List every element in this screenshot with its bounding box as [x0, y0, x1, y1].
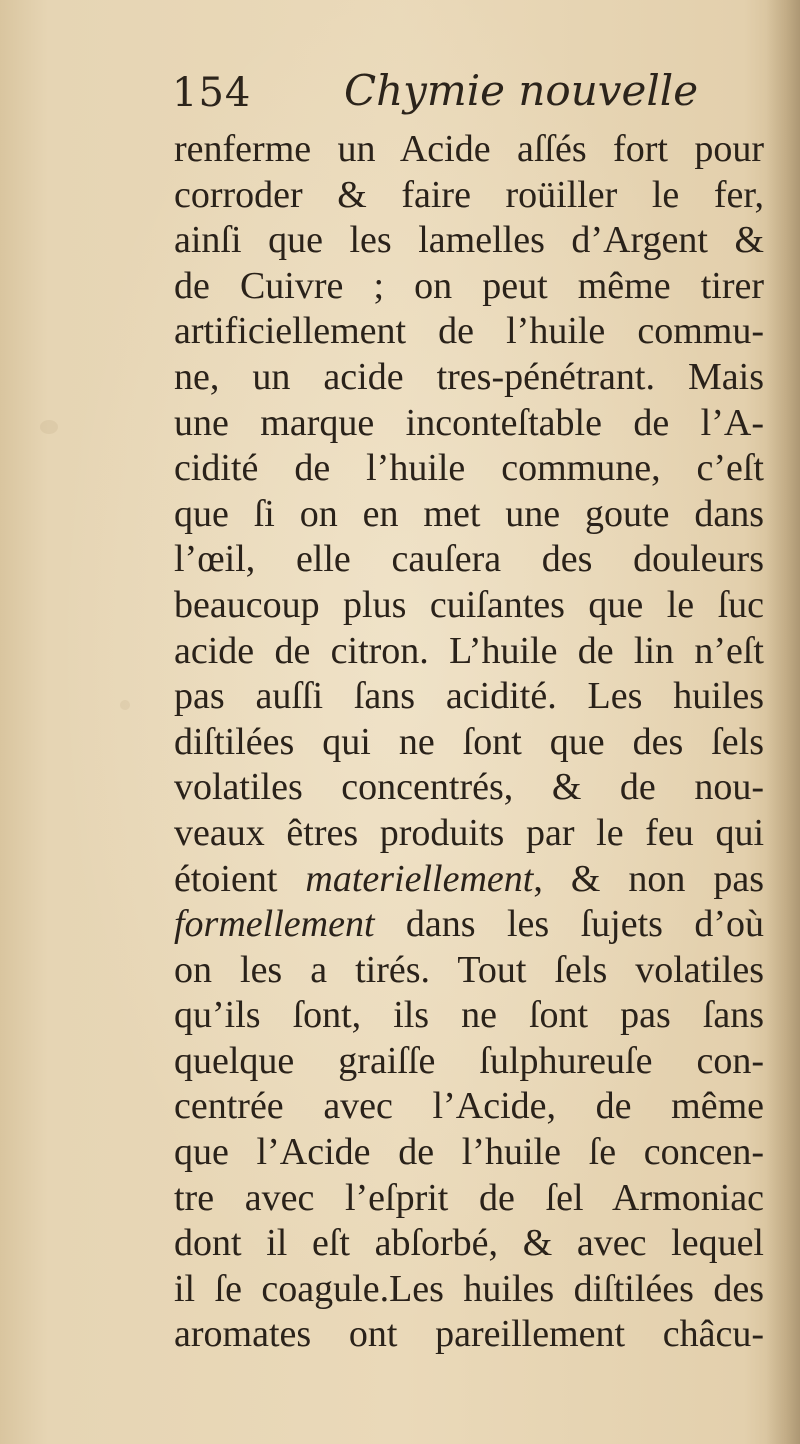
text-line: une marque inconteſtable de l’A- — [174, 401, 764, 444]
text-run: dans les ſujets d’où — [405, 903, 764, 946]
text-line: que l’Acide de l’huile ſe concen- — [174, 1131, 764, 1174]
text-line: diſtilées qui ne ſont que des ſels — [174, 720, 764, 763]
text-line: centrée avec l’Acide, de même — [174, 1085, 764, 1128]
text-line: cidité de l’huile commune, c’eſt — [174, 447, 764, 490]
running-title: Chymie nouvelle — [344, 66, 699, 115]
italic-word: materiellement — [305, 857, 534, 900]
text-line: l’œil, elle cauſera des douleurs — [174, 538, 764, 581]
body-text — [174, 127, 764, 1358]
text-line: veaux êtres produits par le feu qui — [174, 811, 764, 854]
text-line: dont il eſt abſorbé, & avec lequel — [174, 1222, 764, 1265]
text-line-mixed — [174, 857, 764, 903]
text-line: artificiellement de l’huile commu- — [174, 310, 764, 353]
paper-stain — [120, 700, 130, 710]
text-line: que ſi on en met une goute dans — [174, 492, 764, 535]
text-line: aromates ont pareillement châcu- — [174, 1313, 764, 1356]
text-line: corroder & faire roüiller le fer, — [174, 173, 764, 216]
text-line: tre avec l’eſprit de ſel Armoniac — [174, 1176, 764, 1219]
text-line: renferme un Acide aſſés fort pour — [174, 128, 764, 170]
text-line: qu’ils ſont, ils ne ſont pas ſans — [174, 994, 764, 1037]
text-line-mixed — [174, 902, 764, 948]
text-line: beaucoup plus cuiſantes que le ſuc — [174, 583, 764, 626]
page-number: 154 — [172, 70, 252, 116]
page-edge-shadow — [766, 0, 800, 1444]
text-run: , & non pas — [533, 857, 764, 900]
text-line: acide de citron. L’huile de lin n’eſt — [174, 629, 764, 672]
page-header — [172, 66, 772, 126]
italic-word: formellement — [174, 903, 375, 946]
text-line: ne, un acide tres-pénétrant. Mais — [174, 355, 764, 398]
text-line: volatiles concentrés, & de nou- — [174, 766, 764, 809]
text-line: de Cuivre ; on peut même tirer — [174, 264, 764, 307]
text-line: pas auſſi ſans acidité. Les huiles — [174, 675, 764, 718]
text-line: on les a tirés. Tout ſels volatiles — [174, 948, 764, 991]
text-line: il ſe coagule.Les huiles diſtilées des — [174, 1267, 764, 1310]
paper-stain — [40, 420, 58, 434]
text-line: quelque graiſſe ſulphureuſe con- — [174, 1039, 764, 1082]
text-run: étoient — [174, 857, 278, 900]
text-line: ainſi que les lamelles d’Argent & — [174, 219, 764, 262]
